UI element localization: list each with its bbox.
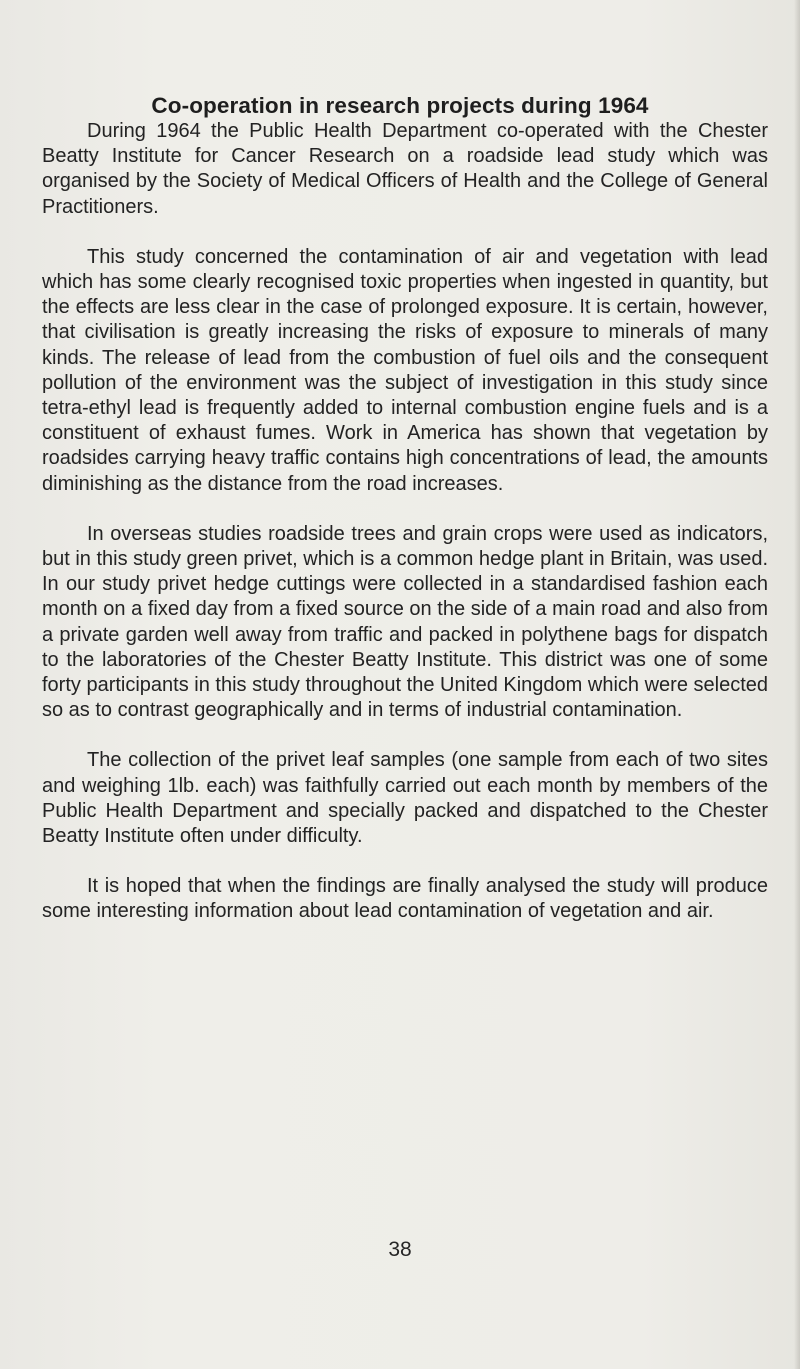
body-text <box>42 119 768 950</box>
paragraph-3: In overseas studies roadside trees and grain crops were used as indicators, but in this study green privet, which is a common hedge plant in Britain, was used. In our study privet hedge cuttings were collected in a standardised fashion each month on a fixed day from a fixed source on the side of a main road and also from a private garden well away from traffic and packed in polythene bags for dispatch to the laboratories of the Chester Beatty Institute. This district was one of some forty participants in this study throughout the United Kingdom which were selected so as to contrast geographically and in terms of industrial contamination. <box>42 522 768 722</box>
page-title: Co-operation in research projects during 1964 <box>151 93 649 119</box>
paragraph-1: During 1964 the Public Health Department co-operated with the Chester Beatty Institute for Cancer Research on a roadside lead study which was organised by the Society of Medical Officers of Health and the College of General Practitioners. <box>42 120 768 218</box>
paragraph-2: This study concerned the contamination of air and vegetation with lead which has some clearly recognised toxic properties when ingested in quantity, but the effects are less clear in the case of prolonged exposure. It is certain, however, that civilisation is greatly increasing the risks of exposure to minerals of many kinds. The release of lead from the combustion of fuel oils and the consequent pollution of the environment was the subject of investigation in this study since tetra-ethyl lead is frequently added to internal combustion engine fuels and is a constituent of exhaust fumes. Work in America has shown that vegetation by roadsides carrying heavy traffic contains high concentrations of lead, the amounts diminishing as the distance from the road increases. <box>42 245 768 495</box>
paragraph-4: The collection of the privet leaf samples (one sample from each of two sites and weighing 1lb. each) was faithfully carried out each month by members of the Public Health Department and specially packed and dispatched to the Chester Beatty Institute often under difficulty. <box>42 749 768 848</box>
page-edge-shadow <box>794 0 800 1369</box>
paragraph-5: It is hoped that when the findings are finally analysed the study will produce some interesting information about lead contamination of vegetation and air. <box>42 875 768 923</box>
page-number: 38 <box>388 1238 412 1261</box>
